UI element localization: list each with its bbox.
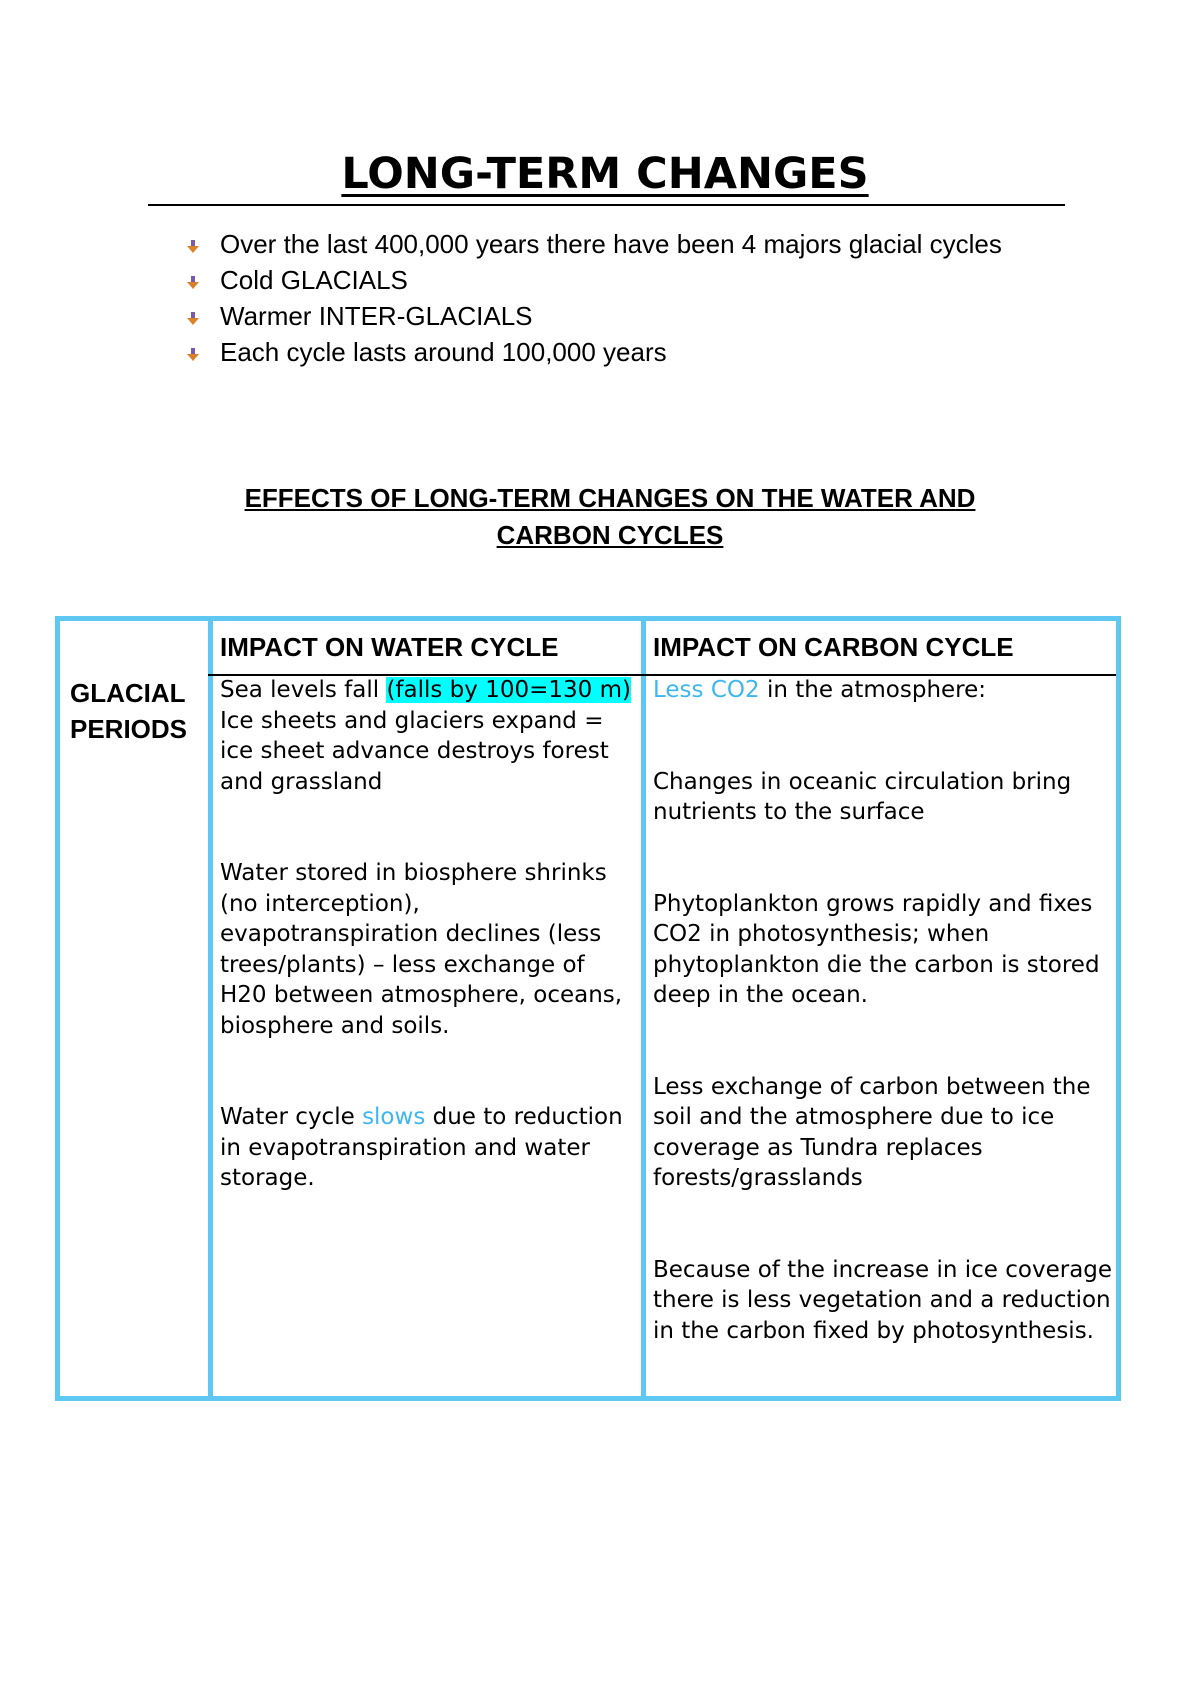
water-text: Water cycle	[220, 1104, 363, 1130]
title-underline-rule	[148, 204, 1065, 206]
effects-table	[55, 616, 1121, 1401]
water-text: Ice sheets and glaciers expand = ice sheet advance destroys forest and grassland	[220, 707, 609, 795]
list-item	[186, 298, 1046, 334]
carbon-paragraph-1	[653, 675, 1115, 706]
water-cycle-cell	[220, 675, 635, 1194]
water-text: due to reduction in evapotranspiration and water storage.	[220, 1104, 623, 1191]
bullet-text: Each cycle lasts around 100,000 years	[220, 337, 667, 367]
table-header-water: IMPACT ON WATER CYCLE	[220, 632, 559, 662]
highlighted-text: (falls by 100=130 m)	[386, 677, 631, 703]
carbon-cycle-cell	[653, 675, 1115, 1346]
water-paragraph-2: Water stored in biosphere shrinks (no interception), evapotranspiration declines (less trees/plants) – less exchange of H20 between atmosphere, oceans, biosphere and soils.	[220, 860, 623, 1039]
carbon-text: in the atmosphere:	[759, 677, 987, 703]
water-paragraph-3	[220, 1102, 635, 1194]
arrow-down-bullet-icon	[186, 348, 200, 362]
bullet-text: Warmer INTER-GLACIALS	[220, 301, 533, 331]
carbon-paragraph-2: Changes in oceanic circulation bring nutrients to the surface	[653, 768, 1072, 825]
carbon-paragraph-5: Because of the increase in ice coverage there is less vegetation and a reduction in the carbon fixed by photosynthesis.	[653, 1256, 1113, 1344]
row-label-glacial-periods: GLACIAL PERIODS	[70, 678, 188, 744]
carbon-paragraph-4: Less exchange of carbon between the soil and the atmosphere due to ice coverage as Tundra replaces forests/grasslands	[653, 1073, 1091, 1191]
column-divider	[641, 621, 646, 1396]
arrow-down-bullet-icon	[186, 240, 200, 254]
colored-text: Less CO2	[653, 677, 760, 703]
section-subtitle: EFFECTS OF LONG-TERM CHANGES ON THE WATER AND CARBON CYCLES	[244, 483, 976, 550]
water-text: Sea levels fall	[220, 677, 387, 703]
arrow-down-bullet-icon	[186, 312, 200, 326]
list-item	[186, 226, 1046, 262]
column-divider	[208, 621, 213, 1396]
list-item	[186, 262, 1046, 298]
list-item	[186, 334, 1046, 370]
table-header-carbon: IMPACT ON CARBON CYCLE	[653, 632, 1014, 662]
bullet-text: Over the last 400,000 years there have been 4 majors glacial cycles	[220, 229, 1002, 259]
page-title: LONG-TERM CHANGES	[341, 149, 869, 199]
carbon-paragraph-3: Phytoplankton grows rapidly and fixes CO2 in photosynthesis; when phytoplankton die the carbon is stored deep in the ocean.	[653, 890, 1100, 1008]
colored-text: slows	[362, 1104, 426, 1130]
bullet-list	[186, 226, 1046, 370]
bullet-text: Cold GLACIALS	[220, 265, 408, 295]
water-paragraph-1	[220, 675, 635, 797]
arrow-down-bullet-icon	[186, 276, 200, 290]
